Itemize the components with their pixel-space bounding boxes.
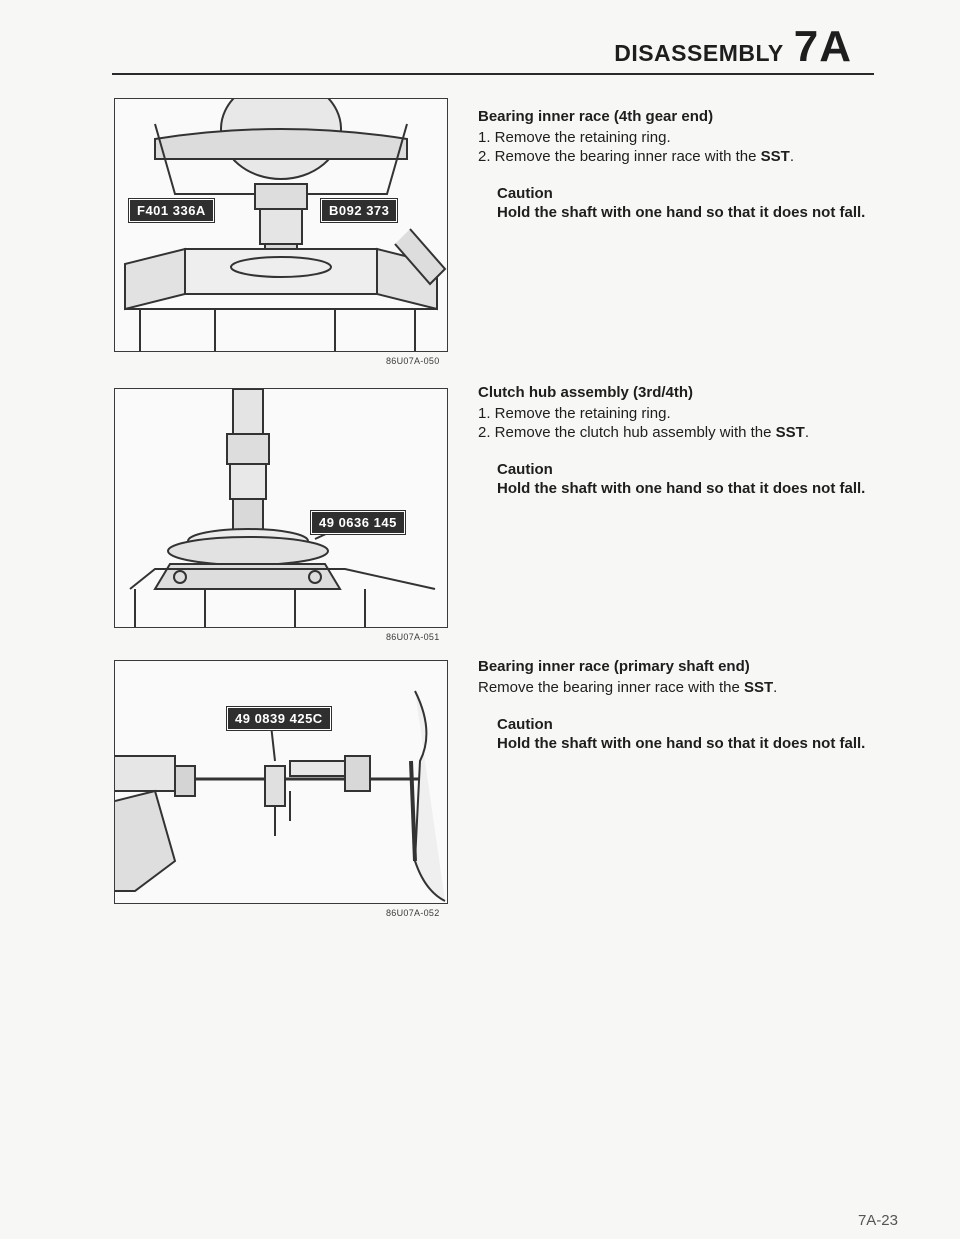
- section-heading: Clutch hub assembly (3rd/4th): [478, 384, 694, 401]
- chapter-code: 7A: [793, 22, 852, 71]
- section-clutch-hub: [478, 384, 878, 498]
- section-heading: Bearing inner race (primary shaft end): [478, 658, 750, 675]
- page-number: 7A-23: [857, 1212, 898, 1229]
- caution-title: Caution: [497, 716, 553, 733]
- step: 2. Remove the bearing inner race with the SST.: [478, 148, 795, 165]
- figure-2-illustration: [115, 389, 447, 627]
- section-bearing-4th-gear: [478, 108, 878, 222]
- tool-tag: 49 0839 425C: [227, 707, 331, 730]
- figure-3: [114, 660, 448, 904]
- caution-block: [478, 184, 878, 222]
- step: Remove the bearing inner race with the SST.: [478, 679, 778, 696]
- section-bearing-primary-shaft: [478, 658, 878, 753]
- caution-block: [478, 460, 878, 498]
- step: 1. Remove the retaining ring.: [478, 405, 671, 422]
- caution-title: Caution: [497, 461, 553, 478]
- tool-tag: 49 0636 145: [311, 511, 405, 534]
- page-header: [614, 22, 852, 72]
- header-rule: [112, 73, 874, 75]
- figure-1-illustration: [115, 99, 447, 351]
- caution-text: Hold the shaft with one hand so that it does not fall.: [497, 204, 866, 221]
- tool-tag: B092 373: [321, 199, 397, 222]
- step: 1. Remove the retaining ring.: [478, 129, 671, 146]
- figure-caption: 86U07A-051: [386, 632, 440, 642]
- caution-block: [478, 715, 878, 753]
- figure-1: [114, 98, 448, 352]
- step: 2. Remove the clutch hub assembly with the SST.: [478, 424, 810, 441]
- section-heading: Bearing inner race (4th gear end): [478, 108, 714, 125]
- figure-caption: 86U07A-050: [386, 356, 440, 366]
- figure-caption: 86U07A-052: [386, 908, 440, 918]
- figure-3-illustration: [115, 661, 447, 903]
- figure-2: [114, 388, 448, 628]
- tool-tag: F401 336A: [129, 199, 214, 222]
- section-title: DISASSEMBLY: [614, 40, 784, 66]
- caution-text: Hold the shaft with one hand so that it does not fall.: [497, 735, 866, 752]
- caution-title: Caution: [497, 185, 553, 202]
- caution-text: Hold the shaft with one hand so that it does not fall.: [497, 480, 866, 497]
